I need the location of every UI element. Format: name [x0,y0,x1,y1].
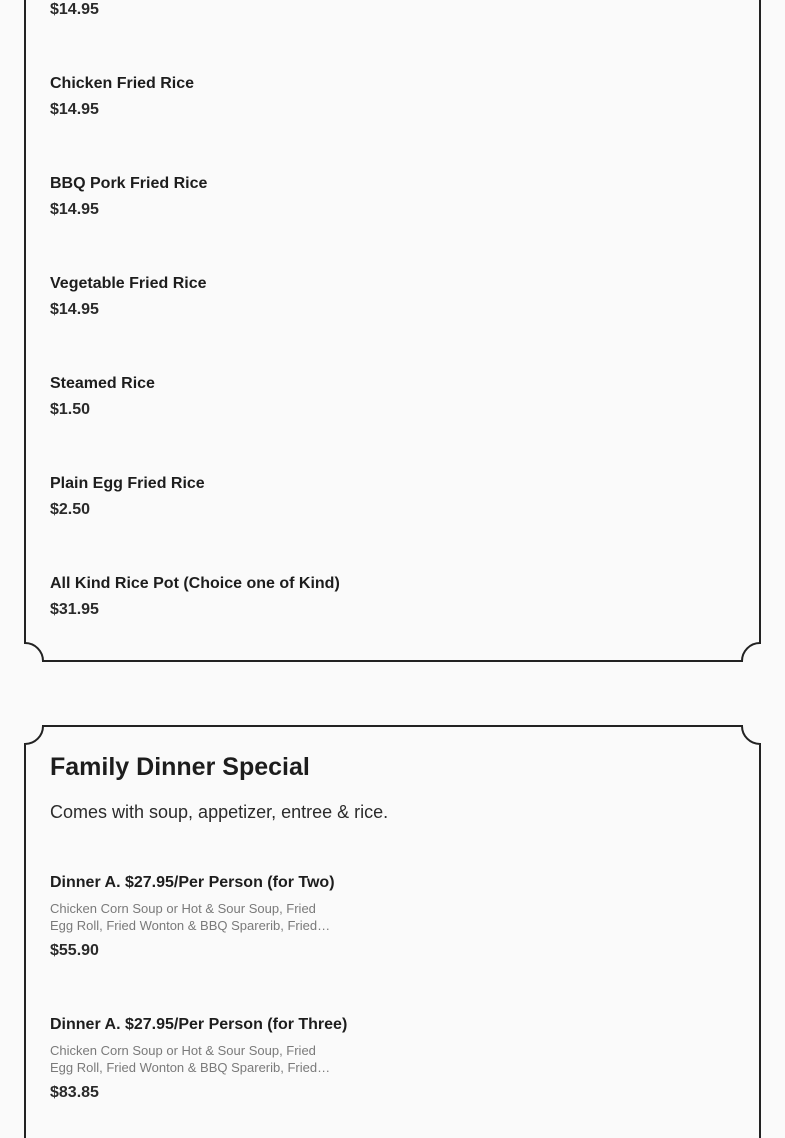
menu-item[interactable] [50,873,370,961]
item-name: Dinner A. $27.95/Per Person (for Two) [50,874,335,891]
menu-item[interactable] [50,174,370,220]
menu-item[interactable] [50,574,370,620]
item-price: $14.95 [50,301,99,318]
item-price: $83.85 [50,1084,99,1101]
item-price: $14.95 [50,1,99,18]
item-description: Chicken Corn Soup or Hot & Sour Soup, Fried Egg Roll, Fried Wonton & BBQ Sparerib, Fried [50,1043,318,1075]
item-name: All Kind Rice Pot (Choice one of Kind) [50,575,340,592]
menu-item[interactable] [50,0,370,20]
item-name: Vegetable Fried Rice [50,275,207,292]
item-name: Chicken Fried Rice [50,75,195,92]
menu-item[interactable] [50,374,370,420]
item-price: $55.90 [50,942,99,959]
menu-item[interactable] [50,274,370,320]
item-description: Chicken Corn Soup or Hot & Sour Soup, Fried Egg Roll, Fried Wonton & BBQ Sparerib, Fried [50,901,318,933]
item-price: $14.95 [50,101,99,118]
section-title: Family Dinner Special [50,753,310,781]
item-price: $2.50 [50,501,91,518]
item-price: $1.50 [50,401,91,418]
item-price: $31.95 [50,601,99,618]
section-subtitle: Comes with soup, appetizer, entree & rice. [50,802,389,822]
item-price: $14.95 [50,201,99,218]
item-name: BBQ Pork Fried Rice [50,175,208,192]
menu-item[interactable] [50,474,370,520]
item-name: Plain Egg Fried Rice [50,475,205,492]
item-name: Steamed Rice [50,375,155,392]
item-name: Dinner A. $27.95/Per Person (for Three) [50,1016,348,1033]
menu-item[interactable] [50,1015,370,1103]
menu-item[interactable] [50,74,370,120]
